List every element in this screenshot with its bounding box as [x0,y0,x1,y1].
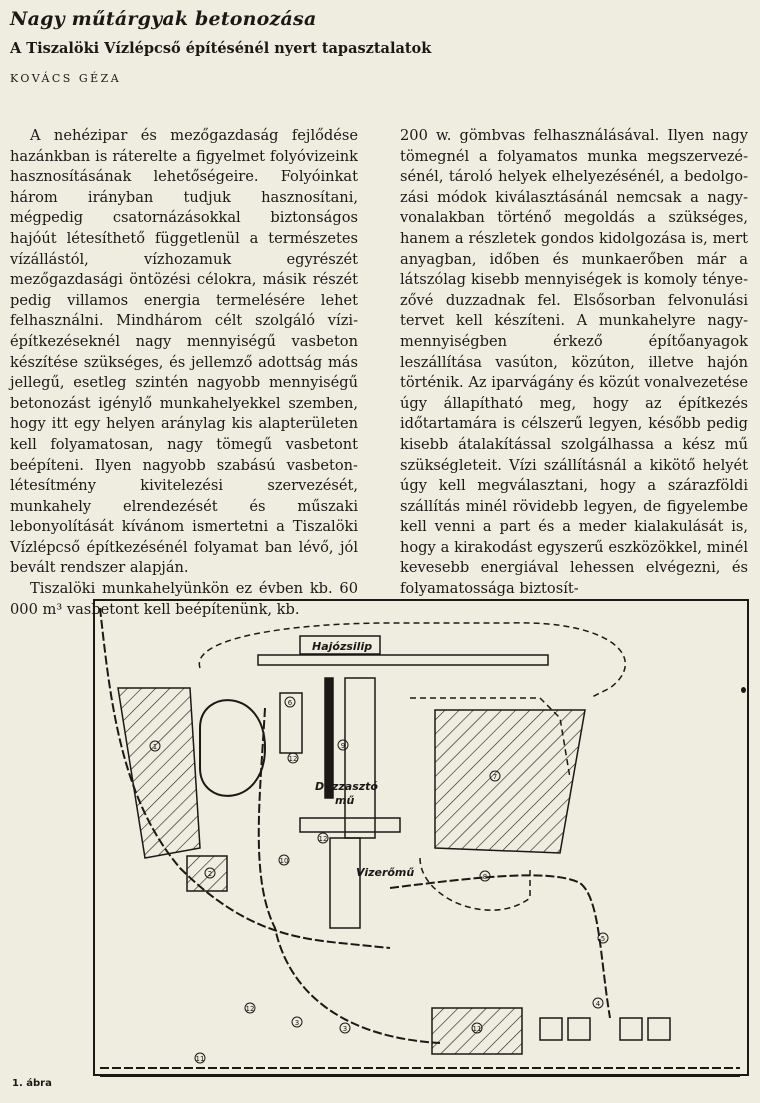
marker [318,833,328,843]
svg-text:9: 9 [340,742,346,750]
right-column [400,126,748,600]
marker [598,933,608,943]
marker [288,753,298,763]
article-subtitle: A Tiszalöki Vízlépcső építésénél nyert tapasztalatok [10,40,432,57]
lock-channel [258,655,548,665]
svg-text:6: 6 [287,699,293,707]
power-station [330,838,360,928]
svg-text:4: 4 [595,1000,601,1008]
marker [292,1017,302,1027]
svg-text:5: 5 [600,935,606,943]
svg-text:3: 3 [342,1025,348,1033]
article-title: Nagy műtárgyak betonozása [10,8,317,30]
label-vizeromu: Vizerőmű [356,866,415,879]
svg-text:12: 12 [318,835,328,843]
paragraph: 200 w. gömbvas felhasználásával. Ilyen nagy tömegnél a folyamatos munka megszervezésénél, tároló helyek elhelyezésénél, a bedolgozási módok kiválasztásánál nemcsak a nagyvonalakban történő megoldás a szükséges, hanem a részletek gondos kidolgozása is, mert anyagban, időben és munkaerőben már a látszólag kisebb mennyiségek is komoly tényezővé duzzadnak fel. Elsősorban felvonulási tervet kell készíteni. A munkahelyre nagymennyiségben érkező építőanyagok leszállítása vasúton, közúton, illetve hajón történik. Az iparvágány és közút vonalvezetése úgy állapítható meg, hogy az építkezés időtartamára is célszerű legyen, később pedig kisebb átalakítással szolgálhassa a kész mű szükségleteit. Vízi szállításnál a kikötő helyét úgy kell megválasztani, hogy a szárazföldi szállítás minél rövidebb legyen, de figyelembe kell venni a part és a meder kialakulását is, hogy a kirakodást egyszerű eszközökkel, minél kevesebb energiával lehessen elvégezni, és folyamatossága biztosít- [400,127,748,598]
svg-text:12: 12 [245,1005,255,1013]
svg-text:8: 8 [482,873,488,881]
marker [195,1053,205,1063]
svg-text:1: 1 [152,743,158,751]
weir-block [345,678,375,838]
article-author: KOVÁCS GÉZA [10,72,122,85]
svg-text:7: 7 [492,773,498,781]
left-column [10,126,358,620]
weir-deck [300,818,400,832]
marker [338,740,348,750]
zone-1 [118,688,200,858]
marker [593,998,603,1008]
site-boundary [199,623,625,698]
svg-text:11: 11 [472,1025,482,1033]
label-mu: mű [335,794,355,807]
svg-text:10: 10 [279,857,289,865]
rail-loop [200,700,265,796]
zone-7 [435,710,585,853]
label-duzzaszto: Duzzasztó [315,780,378,793]
svg-text:3: 3 [294,1019,300,1027]
label-hajozsilip: Hajózsilip [312,640,373,653]
marker [245,1003,255,1013]
paragraph: A nehézipar és mezőgazdaság fejlődése hazánkban is ráterelte a figyelmet folyóvizeink hasznosításának lehetőségeire. Folyóinkat három irányban tudjuk hasznosítani, mégpedig csatornázásokkal biztonságos hajóút létesíthető függetlenül a természetes vízállástól, vízhozamuk egyrészét mezőgazdasági öntözési célokra, másik részét pedig villamos energia termelésére lehet felhasználni. Mindhárom célt szolgáló víziépítkezéseknél nagy mennyiségű vasbeton készítése szükséges, és jellemző adottság más jellegű, esetleg szintén nagyobb mennyiségű betonozást igénylő munkahelyekkel szemben, hogy itt egy helyen aránylag kis alapterületen kell folyamatosan, nagy tömegű vasbetont beépíteni. Ilyen nagyobb szabású vasbeton-létesítmény kivitelezési szervezését, munkahely elrendezését és műszaki lebonyolítását kívánom ismertetni a Tiszalöki Vízlépcső építkezésénél folyamat ban lévő, jól bevált rendszer alapján. [10,127,358,577]
svg-text:2: 2 [207,870,213,878]
site-layout-plan [90,598,755,1083]
marker [279,855,289,865]
svg-text:11: 11 [195,1055,205,1063]
marker [340,1023,350,1033]
marker [480,871,490,881]
figure-caption: 1. ábra [12,1078,52,1089]
stray-mark [741,687,746,693]
paragraph: Tiszalöki munkahelyünkön ez évben kb. 60 000 m³ vasbetont kell beépítenünk, kb. [10,580,358,618]
marker [285,697,295,707]
marker [472,1023,482,1033]
svg-text:12: 12 [288,755,298,763]
